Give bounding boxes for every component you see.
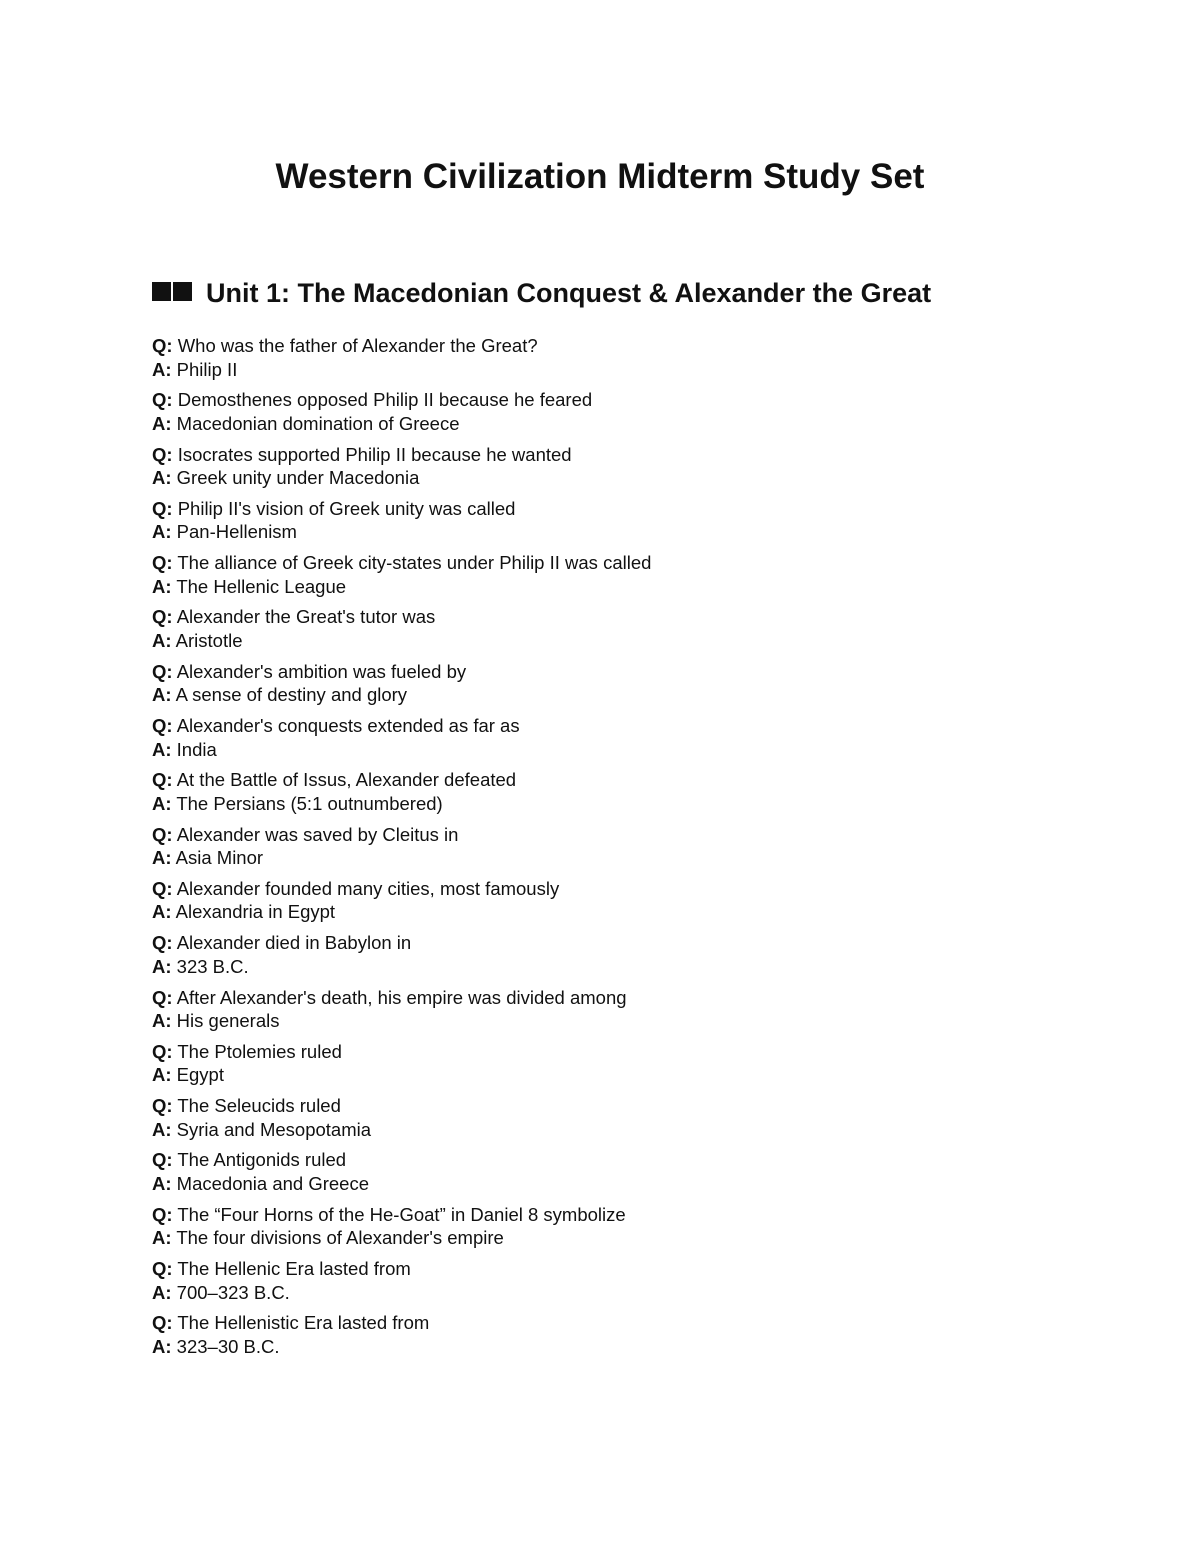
question-text: Demosthenes opposed Philip II because he feared bbox=[177, 389, 593, 411]
question-text: Alexander's ambition was fueled by bbox=[176, 660, 467, 682]
question-line bbox=[152, 823, 1052, 847]
question-line bbox=[152, 334, 1052, 358]
question-text: At the Battle of Issus, Alexander defeated bbox=[176, 769, 517, 791]
question-line bbox=[152, 1148, 1052, 1172]
answer-line bbox=[152, 575, 1052, 599]
question-line bbox=[152, 1311, 1052, 1335]
answer-text: Macedonian domination of Greece bbox=[176, 412, 460, 434]
qa-item bbox=[152, 388, 1052, 435]
question-prefix: Q: bbox=[152, 389, 173, 411]
section-heading bbox=[152, 275, 931, 313]
answer-line bbox=[152, 1335, 1052, 1359]
answer-text: Asia Minor bbox=[175, 847, 264, 869]
question-line bbox=[152, 551, 1052, 575]
answer-text: The Hellenic League bbox=[176, 575, 347, 597]
qa-item bbox=[152, 334, 1052, 381]
question-prefix: Q: bbox=[152, 443, 173, 465]
question-prefix: Q: bbox=[152, 1095, 173, 1117]
heading-marker-icon bbox=[152, 274, 194, 310]
question-line bbox=[152, 1203, 1052, 1227]
question-text: The Seleucids ruled bbox=[177, 1095, 341, 1117]
question-prefix: Q: bbox=[152, 1149, 173, 1171]
answer-text: The four divisions of Alexander's empire bbox=[176, 1227, 504, 1249]
answer-text: His generals bbox=[176, 1010, 280, 1032]
question-text: After Alexander's death, his empire was divided among bbox=[176, 986, 627, 1008]
question-text: Alexander the Great's tutor was bbox=[176, 606, 436, 628]
answer-text: Alexandria in Egypt bbox=[175, 901, 336, 923]
answer-line bbox=[152, 412, 1052, 436]
answer-text: 323–30 B.C. bbox=[176, 1335, 280, 1357]
question-text: The Ptolemies ruled bbox=[177, 1040, 342, 1062]
qa-item bbox=[152, 1203, 1052, 1250]
qa-item bbox=[152, 768, 1052, 815]
qa-item bbox=[152, 931, 1052, 978]
answer-prefix: A: bbox=[152, 1281, 172, 1303]
answer-line bbox=[152, 520, 1052, 544]
answer-text: Pan-Hellenism bbox=[176, 521, 297, 543]
question-line bbox=[152, 714, 1052, 738]
answer-line bbox=[152, 738, 1052, 762]
question-line bbox=[152, 1040, 1052, 1064]
qa-item bbox=[152, 605, 1052, 652]
question-prefix: Q: bbox=[152, 1040, 173, 1062]
answer-prefix: A: bbox=[152, 792, 172, 814]
question-line bbox=[152, 443, 1052, 467]
answer-prefix: A: bbox=[152, 629, 172, 651]
qa-item bbox=[152, 877, 1052, 924]
question-prefix: Q: bbox=[152, 1312, 173, 1334]
section-heading-text: Unit 1: The Macedonian Conquest & Alexander the Great bbox=[206, 278, 932, 308]
question-text: The Antigonids ruled bbox=[177, 1149, 347, 1171]
qa-item bbox=[152, 1040, 1052, 1087]
answer-text: The Persians (5:1 outnumbered) bbox=[176, 792, 443, 814]
answer-line bbox=[152, 1226, 1052, 1250]
answer-line bbox=[152, 900, 1052, 924]
answer-prefix: A: bbox=[152, 738, 172, 760]
answer-prefix: A: bbox=[152, 1118, 172, 1140]
qa-item bbox=[152, 660, 1052, 707]
qa-item bbox=[152, 497, 1052, 544]
answer-text: A sense of destiny and glory bbox=[175, 684, 408, 706]
qa-item bbox=[152, 1148, 1052, 1195]
answer-text: India bbox=[176, 738, 217, 760]
answer-text: Greek unity under Macedonia bbox=[176, 467, 420, 489]
answer-line bbox=[152, 683, 1052, 707]
answer-line bbox=[152, 955, 1052, 979]
question-prefix: Q: bbox=[152, 877, 173, 899]
qa-item bbox=[152, 823, 1052, 870]
answer-prefix: A: bbox=[152, 901, 172, 923]
question-text: The “Four Horns of the He-Goat” in Daniel 8 symbolize bbox=[177, 1203, 626, 1225]
qa-item bbox=[152, 1094, 1052, 1141]
question-prefix: Q: bbox=[152, 715, 173, 737]
question-text: Philip II's vision of Greek unity was called bbox=[177, 497, 516, 519]
answer-line bbox=[152, 1009, 1052, 1033]
answer-line bbox=[152, 792, 1052, 816]
question-prefix: Q: bbox=[152, 606, 173, 628]
answer-line bbox=[152, 1172, 1052, 1196]
qa-list bbox=[152, 334, 1052, 1366]
question-line bbox=[152, 1094, 1052, 1118]
question-prefix: Q: bbox=[152, 1203, 173, 1225]
answer-prefix: A: bbox=[152, 412, 172, 434]
question-line bbox=[152, 660, 1052, 684]
answer-text: Macedonia and Greece bbox=[176, 1172, 369, 1194]
question-prefix: Q: bbox=[152, 497, 173, 519]
answer-text: 700–323 B.C. bbox=[176, 1281, 290, 1303]
question-text: Alexander's conquests extended as far as bbox=[176, 715, 520, 737]
answer-prefix: A: bbox=[152, 1064, 172, 1086]
answer-prefix: A: bbox=[152, 467, 172, 489]
answer-text: Aristotle bbox=[175, 629, 243, 651]
question-prefix: Q: bbox=[152, 552, 173, 574]
question-prefix: Q: bbox=[152, 932, 173, 954]
question-line bbox=[152, 986, 1052, 1010]
question-text: Alexander died in Babylon in bbox=[176, 932, 412, 954]
answer-prefix: A: bbox=[152, 1010, 172, 1032]
question-text: The Hellenistic Era lasted from bbox=[177, 1312, 430, 1334]
answer-prefix: A: bbox=[152, 847, 172, 869]
question-line bbox=[152, 768, 1052, 792]
question-text: The Hellenic Era lasted from bbox=[177, 1258, 411, 1280]
question-text: Isocrates supported Philip II because he wanted bbox=[177, 443, 572, 465]
qa-item bbox=[152, 1257, 1052, 1304]
answer-prefix: A: bbox=[152, 955, 172, 977]
question-prefix: Q: bbox=[152, 823, 173, 845]
question-line bbox=[152, 605, 1052, 629]
question-text: The alliance of Greek city-states under Philip II was called bbox=[177, 552, 652, 574]
question-prefix: Q: bbox=[152, 1258, 173, 1280]
qa-item bbox=[152, 714, 1052, 761]
answer-prefix: A: bbox=[152, 521, 172, 543]
question-text: Alexander founded many cities, most famously bbox=[176, 877, 560, 899]
qa-item bbox=[152, 551, 1052, 598]
answer-text: Egypt bbox=[176, 1064, 224, 1086]
answer-prefix: A: bbox=[152, 575, 172, 597]
question-prefix: Q: bbox=[152, 335, 173, 356]
qa-item bbox=[152, 1311, 1052, 1358]
answer-prefix: A: bbox=[152, 684, 172, 706]
question-text: Alexander was saved by Cleitus in bbox=[176, 823, 459, 845]
question-text: Who was the father of Alexander the Great? bbox=[177, 335, 538, 356]
answer-text: 323 B.C. bbox=[176, 955, 249, 977]
question-line bbox=[152, 1257, 1052, 1281]
question-line bbox=[152, 388, 1052, 412]
answer-prefix: A: bbox=[152, 1172, 172, 1194]
question-line bbox=[152, 877, 1052, 901]
answer-line bbox=[152, 846, 1052, 870]
answer-prefix: A: bbox=[152, 1227, 172, 1249]
question-prefix: Q: bbox=[152, 660, 173, 682]
answer-line bbox=[152, 629, 1052, 653]
answer-line bbox=[152, 358, 1052, 382]
question-prefix: Q: bbox=[152, 986, 173, 1008]
answer-line bbox=[152, 1063, 1052, 1087]
question-prefix: Q: bbox=[152, 769, 173, 791]
answer-text: Philip II bbox=[176, 358, 238, 380]
question-line bbox=[152, 931, 1052, 955]
answer-text: Syria and Mesopotamia bbox=[176, 1118, 372, 1140]
question-line bbox=[152, 497, 1052, 521]
document-title: Western Civilization Midterm Study Set bbox=[275, 157, 925, 196]
answer-line bbox=[152, 1118, 1052, 1142]
answer-prefix: A: bbox=[152, 358, 172, 380]
qa-item bbox=[152, 443, 1052, 490]
answer-prefix: A: bbox=[152, 1335, 172, 1357]
answer-line bbox=[152, 1281, 1052, 1305]
qa-item bbox=[152, 986, 1052, 1033]
answer-line bbox=[152, 466, 1052, 490]
